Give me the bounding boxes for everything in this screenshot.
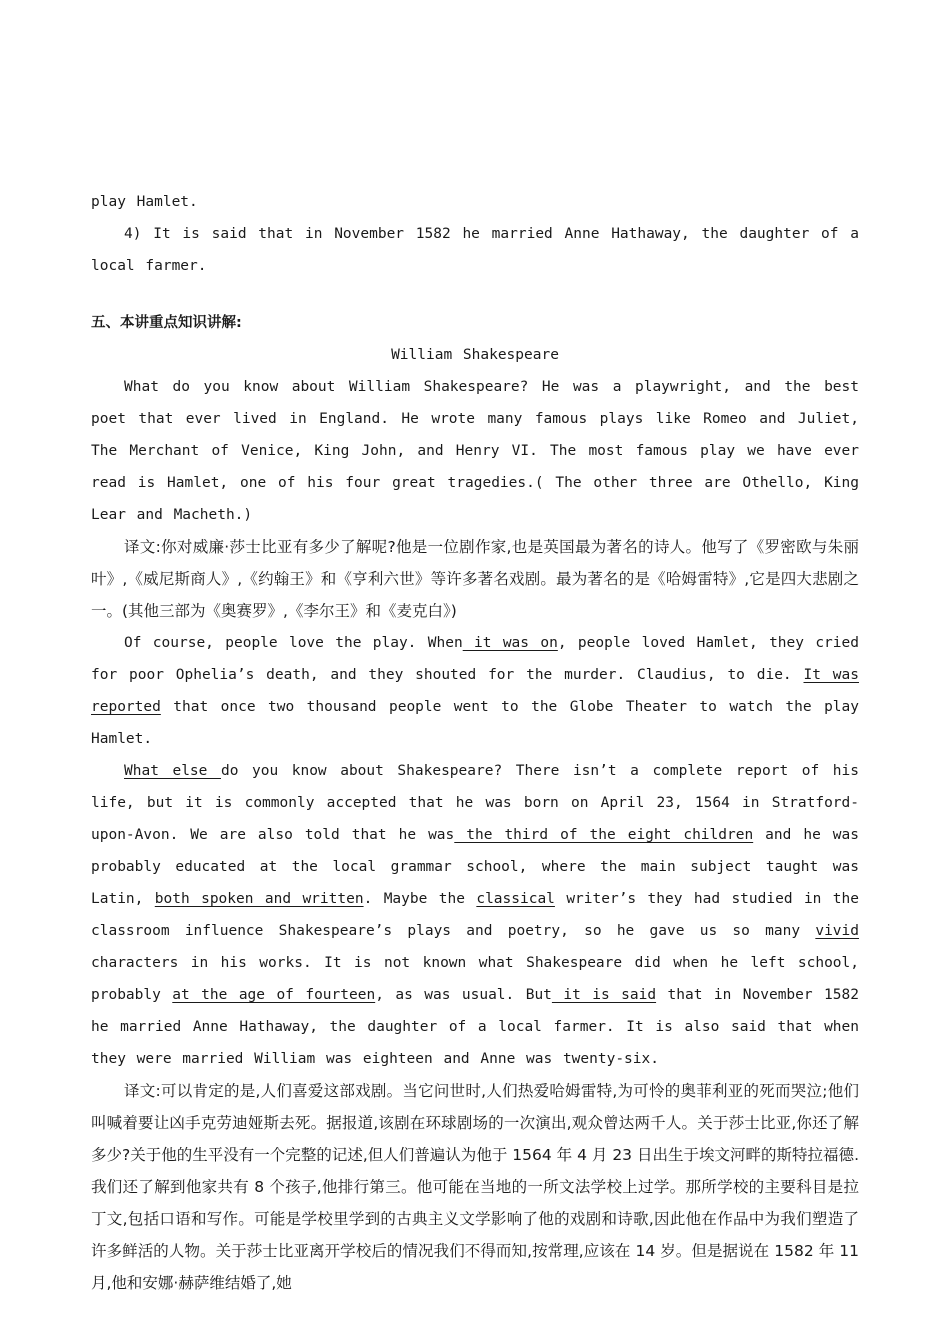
p3-underline-7: it is said: [551, 987, 657, 1003]
p3-text-c: . Maybe the: [363, 891, 477, 907]
top-passage: [91, 186, 859, 282]
translation-2: 译文:可以肯定的是,人们喜爱这部戏剧。当它问世时,人们热爱哈姆雷特,为可怜的奥菲利亚的死而哭泣;他们叫喊着要让凶手克劳迪娅斯去死。据报道,该剧在环球剧场的一次演出,观众曾达两千人。关于莎士比亚,你还了解多少?关于他的生平没有一个完整的记述,但人们普遍认为他于 1564 年 4 月 23 日出生于埃文河畔的斯特拉福德. 我们还了解到他家共有 8 个孩子,他排行第三。他可能在当地的一所文法学校上过学。那所学校的主要科目是拉丁文,包括口语和写作。可能是学校里学到的古典主义文学影响了他的戏剧和诗歌,因此他在作品中为我们塑造了许多鲜活的人物。关于莎士比亚离开学校后的情况我们不得而知,按常理,应该在 14 岁。但是据说在 1582 年 11 月,他和安娜·赫萨维结婚了,她: [91, 1082, 859, 1292]
previous-line: play Hamlet.: [91, 194, 198, 210]
p2-text-c: that once two thousand people went to the Globe Theater to watch the play Hamlet.: [91, 699, 859, 747]
paragraph-1: What do you know about William Shakespeare? He was a playwright, and the best poet that ever lived in England. He wrote many famous plays like Romeo and Juliet, The Merchant of Venice, King John, and Henry VI. The most famous play we have ever read is Hamlet, one of his four great tragedies.( The other three are Othello, King Lear and Macheth.): [91, 379, 859, 523]
p3-underline-1: What else: [124, 763, 221, 779]
p2-underline-1: it was on: [462, 635, 558, 651]
section-five: [91, 307, 859, 1299]
p3-underline-3: both spoken and written: [154, 891, 364, 907]
section-heading: 五、本讲重点知识讲解:: [91, 315, 242, 331]
p3-underline-4: classical: [476, 891, 555, 907]
p3-underline-5: vivid: [815, 923, 859, 939]
paragraph-3: [91, 755, 859, 1075]
passage-title: William Shakespeare: [391, 347, 559, 363]
p2-underline-2: It was reported: [91, 667, 859, 715]
p3-text-f: , as was usual. But: [375, 987, 552, 1003]
p3-underline-2: the third of the eight children: [454, 827, 754, 843]
translation-1: 译文:你对威廉·莎士比亚有多少了解呢?他是一位剧作家,也是英国最为著名的诗人。他写了《罗密欧与朱丽叶》,《威尼斯商人》,《约翰王》和《亨利六世》等许多著名戏剧。最为著名的是《哈姆雷特》,它是四大悲剧之一。(其他三部为《奥赛罗》,《李尔王》和《麦克白》): [91, 538, 859, 620]
p3-text-e: characters in his works. It is not known what Shakespeare did when he left school, probably: [91, 955, 859, 1003]
p3-text-b: and he was probably educated at the local grammar school, where the main subject taught was Latin,: [91, 827, 859, 907]
p3-text-a: do you know about Shakespeare? There isn’t a complete report of his life, but it is commonly accepted that he was born on April 23, 1564 in Stratford-upon-Avon. We are also told that he was: [91, 763, 859, 843]
p3-text-g: that in November 1582 he married Anne Hathaway, the daughter of a local farmer. It is also said that when they were married William was eighteen and Anne was twenty-six.: [91, 987, 859, 1067]
p3-text-d: writer’s they had studied in the classroom influence Shakespeare’s plays and poetry, so he gave us so many: [91, 891, 859, 939]
p2-text-b: , people loved Hamlet, they cried for poor Ophelia’s death, and they shouted for the murder. Claudius, to die.: [91, 635, 859, 683]
paragraph-2: [91, 627, 859, 755]
answer-item-4: 4) It is said that in November 1582 he married Anne Hathaway, the daughter of a local farmer.: [91, 226, 859, 274]
p2-text-a: Of course, people love the play. When: [124, 635, 463, 651]
p3-underline-6: at the age of fourteen: [172, 987, 376, 1003]
